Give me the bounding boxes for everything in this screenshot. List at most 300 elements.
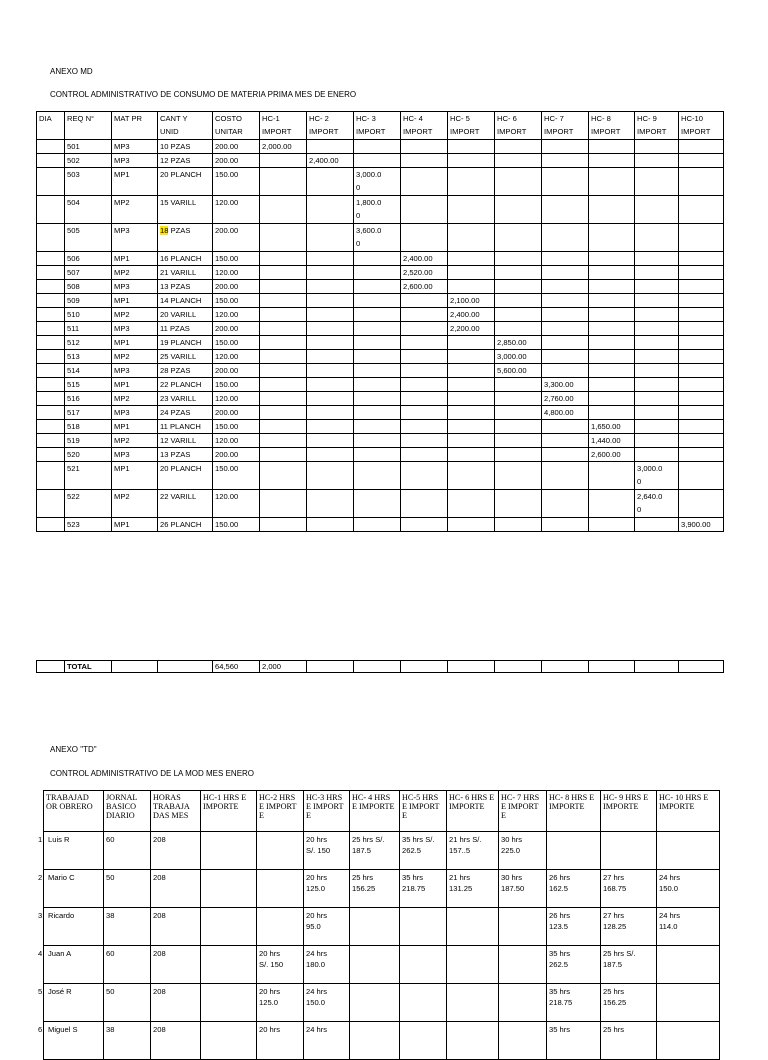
table-cell [37, 322, 65, 336]
table-cell [679, 252, 724, 266]
table-cell [635, 154, 679, 168]
table-cell [448, 462, 495, 490]
table-cell: MP3 [112, 406, 158, 420]
table-cell: 20 PLANCH [158, 462, 213, 490]
column-header: HC- 4 HRS E IMPORTE [350, 791, 400, 832]
table-cell [37, 350, 65, 364]
materials-row [37, 308, 724, 322]
table-cell [260, 308, 307, 322]
table-cell [307, 280, 354, 294]
table-cell [495, 448, 542, 462]
table-cell: 24 hrs 150.0 [304, 984, 350, 1022]
table-cell [679, 294, 724, 308]
table-cell [635, 350, 679, 364]
table-cell: MP3 [112, 322, 158, 336]
table-cell: 150.00 [213, 462, 260, 490]
materials-row [37, 518, 724, 532]
table-cell [354, 322, 401, 336]
table-cell: MP1 [112, 420, 158, 434]
table-cell [260, 154, 307, 168]
table-cell [542, 224, 589, 252]
table-cell [448, 266, 495, 280]
table-cell: 24 hrs 114.0 [657, 908, 720, 946]
table-cell [448, 224, 495, 252]
table-cell [542, 266, 589, 280]
materials-header-row [37, 112, 724, 140]
table-cell: 2,600.00 [401, 280, 448, 294]
table-cell: 1,800.0 0 [354, 196, 401, 224]
column-header: HC- 6 HRS E IMPORTE [447, 791, 499, 832]
table-cell [401, 336, 448, 350]
table-cell [542, 434, 589, 448]
table-cell [307, 322, 354, 336]
total-cell: 64,560 [213, 661, 260, 673]
total-cell: 2,000 [260, 661, 307, 673]
table-cell [589, 378, 635, 392]
total-cell [542, 661, 589, 673]
table-cell: 22 PLANCH [158, 378, 213, 392]
table-cell: 20 hrs 125.0 [304, 870, 350, 908]
table-cell [350, 984, 400, 1022]
table-cell [448, 336, 495, 350]
table-cell: 208 [151, 1022, 201, 1060]
table-cell [401, 168, 448, 196]
column-header: REQ N° [65, 112, 112, 140]
table-cell [542, 280, 589, 294]
table-cell [495, 168, 542, 196]
table-cell: 120.00 [213, 490, 260, 518]
table-cell [589, 154, 635, 168]
table-cell [354, 364, 401, 378]
table-cell [354, 266, 401, 280]
table-cell: 2,400.00 [307, 154, 354, 168]
table-cell [542, 196, 589, 224]
column-header: HC- 7 IMPORT [542, 112, 589, 140]
table-cell [354, 448, 401, 462]
worker-name-cell [38, 908, 104, 946]
table-cell: 505 [65, 224, 112, 252]
table-cell [499, 946, 547, 984]
table-cell: 200.00 [213, 280, 260, 294]
worker-name-cell [38, 832, 104, 870]
row-number: 3. [38, 911, 45, 920]
table-cell: 35 hrs [547, 1022, 601, 1060]
materials-total-table [36, 660, 724, 673]
table-cell [260, 518, 307, 532]
row-number: 1. [38, 835, 45, 844]
table-cell [354, 280, 401, 294]
table-cell: 22 VARILL [158, 490, 213, 518]
table-cell: 208 [151, 946, 201, 984]
table-cell [635, 168, 679, 196]
table-cell: 50 [104, 984, 151, 1022]
table-cell: 208 [151, 908, 201, 946]
table-cell [260, 448, 307, 462]
table-cell: 506 [65, 252, 112, 266]
table-cell [589, 336, 635, 350]
table-cell [679, 490, 724, 518]
column-header: DIA [37, 112, 65, 140]
materials-row [37, 252, 724, 266]
table-cell: 35 hrs 262.5 [547, 946, 601, 984]
table-cell [589, 224, 635, 252]
table-cell [635, 322, 679, 336]
table-cell: 2,760.00 [542, 392, 589, 406]
table-cell: 512 [65, 336, 112, 350]
table-cell [542, 168, 589, 196]
table-cell: MP1 [112, 168, 158, 196]
table-cell: 200.00 [213, 154, 260, 168]
table-cell: 1,650.00 [589, 420, 635, 434]
table-cell [589, 406, 635, 420]
table-cell: MP3 [112, 154, 158, 168]
table-cell [448, 364, 495, 378]
table-cell [37, 448, 65, 462]
table-cell [495, 308, 542, 322]
table-cell: MP1 [112, 336, 158, 350]
table-cell [350, 908, 400, 946]
table-cell [37, 392, 65, 406]
table-cell: MP2 [112, 392, 158, 406]
table-cell: 120.00 [213, 350, 260, 364]
table-cell: 60 [104, 832, 151, 870]
table-cell [307, 364, 354, 378]
table-cell [307, 448, 354, 462]
column-header: HC- 7 HRS E IMPORT E [499, 791, 547, 832]
table-cell: 1,440.00 [589, 434, 635, 448]
labor-header-row [44, 791, 720, 832]
table-cell: 501 [65, 140, 112, 154]
table-cell [260, 168, 307, 196]
table-cell: 20 hrs S/. 150 [304, 832, 350, 870]
table-cell: 60 [104, 946, 151, 984]
table-cell: 508 [65, 280, 112, 294]
worker-row [44, 832, 720, 870]
table-cell [401, 154, 448, 168]
table-cell: 15 VARILL [158, 196, 213, 224]
table-cell [542, 336, 589, 350]
table-cell [201, 870, 257, 908]
table-cell [260, 336, 307, 350]
table-cell [635, 224, 679, 252]
worker-row [44, 870, 720, 908]
table-cell: 504 [65, 196, 112, 224]
table-cell [679, 406, 724, 420]
table-cell [589, 350, 635, 364]
table-cell [679, 364, 724, 378]
table-cell [37, 266, 65, 280]
table-cell [201, 1022, 257, 1060]
column-header: HORAS TRABAJA DAS MES [151, 791, 201, 832]
table-cell: 2,850.00 [495, 336, 542, 350]
table-cell: 20 hrs 125.0 [257, 984, 304, 1022]
table-cell [37, 140, 65, 154]
table-cell [447, 946, 499, 984]
table-cell: 24 hrs [304, 1022, 350, 1060]
table-cell [542, 140, 589, 154]
materials-row [37, 434, 724, 448]
table-cell: 150.00 [213, 518, 260, 532]
worker-name-cell [38, 1022, 104, 1060]
table-cell [495, 490, 542, 518]
table-cell [354, 154, 401, 168]
column-header: HC-5 HRS E IMPORT E [400, 791, 447, 832]
total-label: TOTAL [65, 661, 112, 673]
table-cell [307, 462, 354, 490]
table-cell [350, 946, 400, 984]
column-header: HC-3 HRS E IMPORT E [304, 791, 350, 832]
materials-row [37, 392, 724, 406]
column-header: HC- 4 IMPORT [401, 112, 448, 140]
total-cell [448, 661, 495, 673]
row-number: 2. [38, 873, 45, 882]
table-cell: 2,200.00 [448, 322, 495, 336]
table-cell [495, 196, 542, 224]
column-header: HC- 8 HRS E IMPORTE [547, 791, 601, 832]
table-cell [401, 196, 448, 224]
table-cell [37, 378, 65, 392]
table-cell [354, 350, 401, 364]
table-cell [679, 224, 724, 252]
table-cell: 20 hrs 95.0 [304, 908, 350, 946]
table-cell [542, 294, 589, 308]
table-cell: 25 hrs 156.25 [350, 870, 400, 908]
table-cell: 517 [65, 406, 112, 420]
table-cell [448, 392, 495, 406]
table-cell: 2,000.00 [260, 140, 307, 154]
table-cell: MP1 [112, 462, 158, 490]
table-cell [679, 350, 724, 364]
table-cell: 19 PLANCH [158, 336, 213, 350]
table-cell [400, 908, 447, 946]
table-cell: 510 [65, 308, 112, 322]
table-cell: 502 [65, 154, 112, 168]
table-cell: MP2 [112, 490, 158, 518]
table-cell [307, 224, 354, 252]
table-cell [447, 1022, 499, 1060]
table-cell: 3,900.00 [679, 518, 724, 532]
table-cell [679, 154, 724, 168]
total-cell [307, 661, 354, 673]
table-cell: 26 hrs 162.5 [547, 870, 601, 908]
table-cell: 518 [65, 420, 112, 434]
table-cell [589, 168, 635, 196]
column-header: HC-10 IMPORT [679, 112, 724, 140]
table-cell [448, 490, 495, 518]
column-header: MAT PR [112, 112, 158, 140]
table-cell [495, 322, 542, 336]
table-cell [307, 168, 354, 196]
table-cell [37, 336, 65, 350]
column-header: HC- 10 HRS E IMPORTE [657, 791, 720, 832]
table-cell: 120.00 [213, 266, 260, 280]
table-cell [589, 280, 635, 294]
table-cell [495, 392, 542, 406]
table-cell: 519 [65, 434, 112, 448]
table-cell: 208 [151, 984, 201, 1022]
table-cell [448, 252, 495, 266]
table-cell [401, 448, 448, 462]
materials-row [37, 168, 724, 196]
table-cell [260, 280, 307, 294]
table-cell: 120.00 [213, 196, 260, 224]
worker-name-cell [38, 946, 104, 984]
column-header: HC- 3 IMPORT [354, 112, 401, 140]
table-cell [542, 490, 589, 518]
table-cell [260, 378, 307, 392]
total-cell [589, 661, 635, 673]
table-cell: 21 VARILL [158, 266, 213, 280]
table-cell: 3,600.0 0 [354, 224, 401, 252]
table-cell [350, 1022, 400, 1060]
column-header: HC- 9 HRS E IMPORTE [601, 791, 657, 832]
table-cell: 208 [151, 870, 201, 908]
materials-row [37, 490, 724, 518]
table-cell [635, 392, 679, 406]
table-cell [448, 420, 495, 434]
table-cell [589, 252, 635, 266]
table-cell: 503 [65, 168, 112, 196]
table-cell [495, 154, 542, 168]
table-cell [635, 406, 679, 420]
table-cell: MP2 [112, 350, 158, 364]
table-cell: 28 PZAS [158, 364, 213, 378]
total-cell [158, 661, 213, 673]
table-cell [260, 294, 307, 308]
table-cell: 30 hrs 225.0 [499, 832, 547, 870]
table-cell [635, 294, 679, 308]
table-cell [354, 308, 401, 322]
table-cell: 30 hrs 187.50 [499, 870, 547, 908]
table-cell [401, 462, 448, 490]
table-cell: 511 [65, 322, 112, 336]
table-cell [37, 294, 65, 308]
table-cell [547, 832, 601, 870]
table-cell [354, 252, 401, 266]
labor-table [38, 790, 720, 1060]
total-row [37, 661, 724, 673]
table-cell: 14 PLANCH [158, 294, 213, 308]
table-cell: 12 VARILL [158, 434, 213, 448]
materials-row [37, 154, 724, 168]
table-cell [679, 434, 724, 448]
table-cell [401, 378, 448, 392]
table-cell: 200.00 [213, 140, 260, 154]
table-cell [448, 168, 495, 196]
table-cell [495, 378, 542, 392]
table-cell [495, 462, 542, 490]
materials-row [37, 420, 724, 434]
table-cell: 200.00 [213, 448, 260, 462]
table-cell [499, 984, 547, 1022]
table-cell [495, 294, 542, 308]
table-cell [448, 154, 495, 168]
table-cell: 27 hrs 128.25 [601, 908, 657, 946]
table-cell: 20 hrs S/. 150 [257, 946, 304, 984]
table-cell: 12 PZAS [158, 154, 213, 168]
table-cell [448, 406, 495, 420]
table-cell [307, 420, 354, 434]
table-cell [401, 518, 448, 532]
table-cell [354, 462, 401, 490]
total-cell [401, 661, 448, 673]
table-cell: 24 PZAS [158, 406, 213, 420]
table-cell [401, 140, 448, 154]
table-cell [260, 224, 307, 252]
table-cell [260, 364, 307, 378]
table-cell: 21 hrs 131.25 [447, 870, 499, 908]
table-cell [37, 224, 65, 252]
table-cell [401, 322, 448, 336]
table-cell [589, 490, 635, 518]
table-cell: 13 PZAS [158, 448, 213, 462]
table-cell [679, 266, 724, 280]
table-cell: 513 [65, 350, 112, 364]
table-cell [354, 434, 401, 448]
table-cell: 521 [65, 462, 112, 490]
table-cell [589, 322, 635, 336]
table-cell [635, 266, 679, 280]
table-cell [260, 490, 307, 518]
materials-row [37, 294, 724, 308]
table-cell [635, 434, 679, 448]
table-cell [401, 420, 448, 434]
table-cell: 515 [65, 378, 112, 392]
table-cell [679, 168, 724, 196]
table-cell [635, 140, 679, 154]
row-number: 4. [38, 949, 45, 958]
row-number: 6. [38, 1025, 45, 1034]
table-cell: 21 hrs S/. 157..5 [447, 832, 499, 870]
table-cell [601, 832, 657, 870]
table-cell [307, 518, 354, 532]
table-cell: 150.00 [213, 378, 260, 392]
table-cell [495, 406, 542, 420]
table-cell: MP2 [112, 434, 158, 448]
row-number: 5. [38, 987, 45, 996]
table-cell [307, 252, 354, 266]
materials-row [37, 462, 724, 490]
table-cell [201, 946, 257, 984]
table-cell [401, 406, 448, 420]
table-cell [201, 984, 257, 1022]
worker-row [44, 1022, 720, 1060]
table-cell [635, 378, 679, 392]
table-cell [589, 266, 635, 280]
table-cell [307, 406, 354, 420]
table-cell [401, 364, 448, 378]
materials-row [37, 280, 724, 294]
table-cell: 18 PZAS [158, 224, 213, 252]
total-cell [37, 661, 65, 673]
table-cell: MP2 [112, 266, 158, 280]
table-cell [679, 322, 724, 336]
table-cell [448, 448, 495, 462]
table-cell [401, 434, 448, 448]
table-cell: 24 hrs 150.0 [657, 870, 720, 908]
column-header: HC-1 HRS E IMPORTE [201, 791, 257, 832]
table-cell: 20 PLANCH [158, 168, 213, 196]
table-cell [589, 364, 635, 378]
table-cell: MP1 [112, 378, 158, 392]
table-cell [499, 908, 547, 946]
table-cell [307, 392, 354, 406]
table-cell [635, 252, 679, 266]
table-cell [37, 168, 65, 196]
table-cell [307, 196, 354, 224]
table-cell: 522 [65, 490, 112, 518]
table-cell: 2,100.00 [448, 294, 495, 308]
